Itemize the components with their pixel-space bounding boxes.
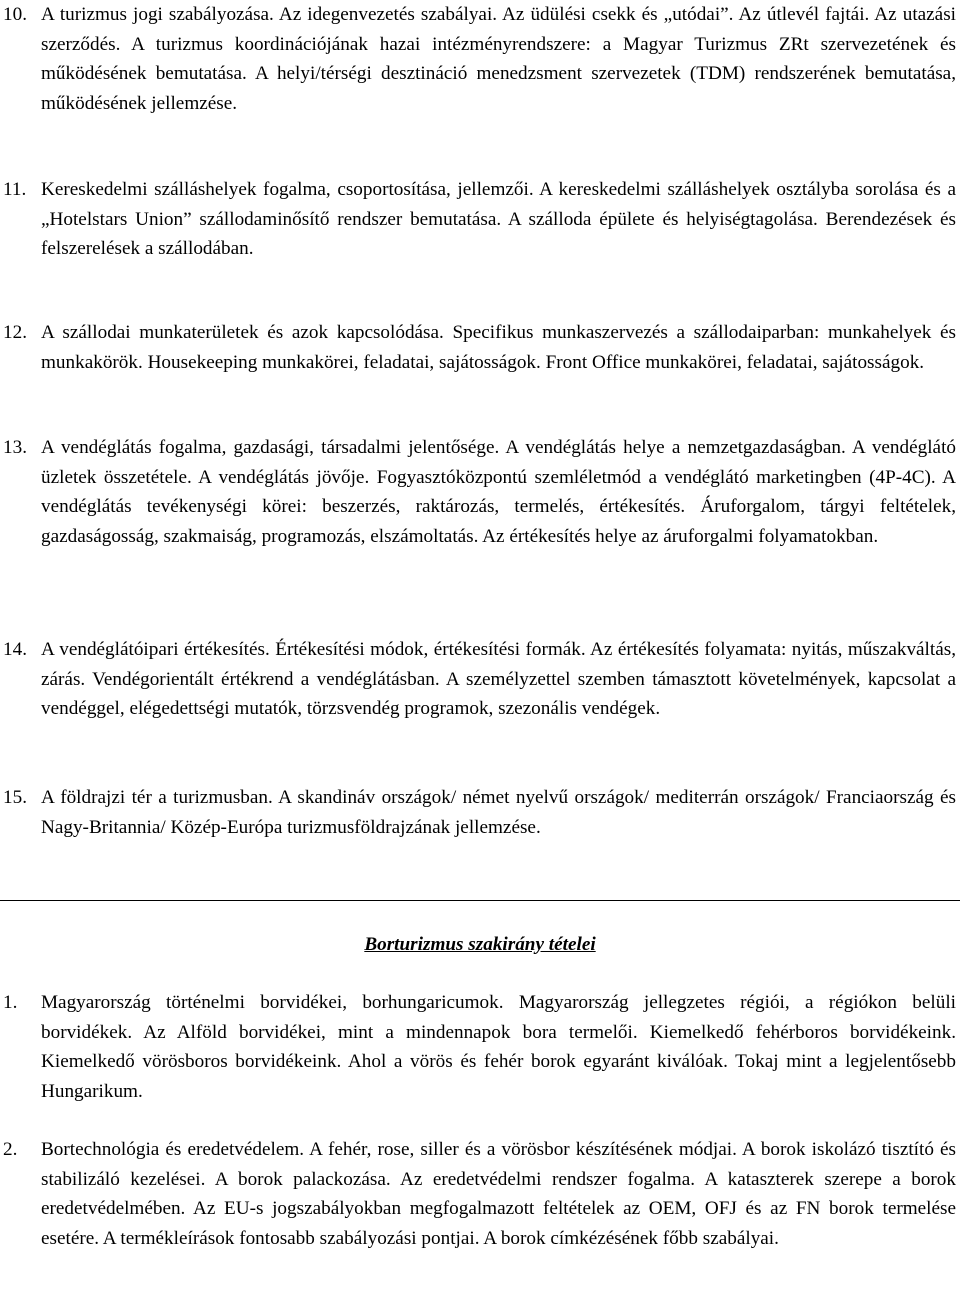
item-number: 10. <box>3 4 27 25</box>
item-text: Magyarország történelmi borvidékei, borhungaricumok. Magyarország jellegzetes régiói, a régiókon belüli borvidékek. Az Alföld borvidékei, mint a mindennapok bora termelői. Kiemelkedő fehérboros borvidékeink. Kiemelkedő vörösboros borvidékeink. Ahol a vörös és fehér borok egyaránt kiválóak. Tokaj mint a legjelentősebb Hungarikum. <box>41 992 956 1102</box>
item-text: A szállodai munkaterületek és azok kapcsolódása. Specifikus munkaszervezés a szállodaiparban: munkahelyek és munkakörök. Housekeeping munkakörei, feladatai, sajátosságok. Front Office munkakörei, feladatai, sajátosságok. <box>41 322 956 373</box>
list-item-13 <box>0 433 956 551</box>
section-list-item-2 <box>0 1135 956 1253</box>
item-text: A vendéglátás fogalma, gazdasági, társadalmi jelentősége. A vendéglátás helye a nemzetgazdaságban. A vendéglátó üzletek összetétele. A vendéglátás jövője. Fogyasztóközpontú szemléletmód a vendéglátó marketingben (4P-4C). A vendéglátás tevékenységi körei: beszerzés, raktározás, termelés, értékesítés. Áruforgalom, tárgyi feltételek, gazdaságosság, szakmaiság, programozás, elszámoltatás. Az értékesítés helye az áruforgalmi folyamatokban. <box>41 437 956 547</box>
item-number: 13. <box>3 437 27 458</box>
list-item-12 <box>0 318 956 377</box>
list-item-14 <box>0 635 956 724</box>
item-number: 15. <box>3 787 27 808</box>
item-number: 11. <box>3 179 27 200</box>
item-number: 14. <box>3 639 27 660</box>
item-number: 12. <box>3 322 27 343</box>
list-item-15 <box>0 783 956 842</box>
item-text: Bortechnológia és eredetvédelem. A fehér, rose, siller és a vörösbor készítésének módjai. A borok iskolázó tisztító és stabilizáló kezelései. A borok palackozása. Az eredetvédelmi rendszer fogalma. A kataszterek szerepe a borok eredetvédelmében. Az EU-s jogszabályokban megfogalmazott feltételek az OEM, OFJ és az FN borok termelése esetére. A termékleírások fontosabb szabályozási pontjai. A borok címkézésének főbb szabályai. <box>41 1139 956 1249</box>
section-list-item-1 <box>0 988 956 1106</box>
item-number: 2. <box>3 1139 18 1160</box>
horizontal-divider <box>0 900 960 901</box>
item-text: A vendéglátóipari értékesítés. Értékesítési módok, értékesítési formák. Az értékesítés folyamata: nyitás, műszakváltás, zárás. Vendégorientált értékrend a vendéglátásban. A személyzettel szemben támasztott követelmények, kapcsolat a vendéggel, elégedettségi mutatók, törzsvendég programok, szezonális vendégek. <box>41 639 956 719</box>
section-title: Borturizmus szakirány tételei <box>364 934 596 955</box>
item-text: A földrajzi tér a turizmusban. A skandináv országok/ német nyelvű országok/ mediterrán országok/ Franciaország és Nagy-Britannia/ Közép-Európa turizmusföldrajzának jellemzése. <box>41 787 956 838</box>
list-item-10 <box>0 0 956 118</box>
item-number: 1. <box>3 992 18 1013</box>
item-text: Kereskedelmi szálláshelyek fogalma, csoportosítása, jellemzői. A kereskedelmi szálláshelyek osztályba sorolása és a „Hotelstars Union” szállodaminősítő rendszer bemutatása. A szálloda épülete és helyiségtagolása. Berendezések és felszerelések a szállodában. <box>41 179 956 259</box>
list-item-11 <box>0 175 956 264</box>
item-text: A turizmus jogi szabályozása. Az idegenvezetés szabályai. Az üdülési csekk és „utódai”. Az útlevél fajtái. Az utazási szerződés. A turizmus koordinációjának hazai intézményrendszere: a Magyar Turizmus ZRt szervezetének és működésének bemutatása. A helyi/térségi desztináció menedzsment szervezetek (TDM) rendszerének bemutatása, működésének jellemzése. <box>41 4 956 114</box>
